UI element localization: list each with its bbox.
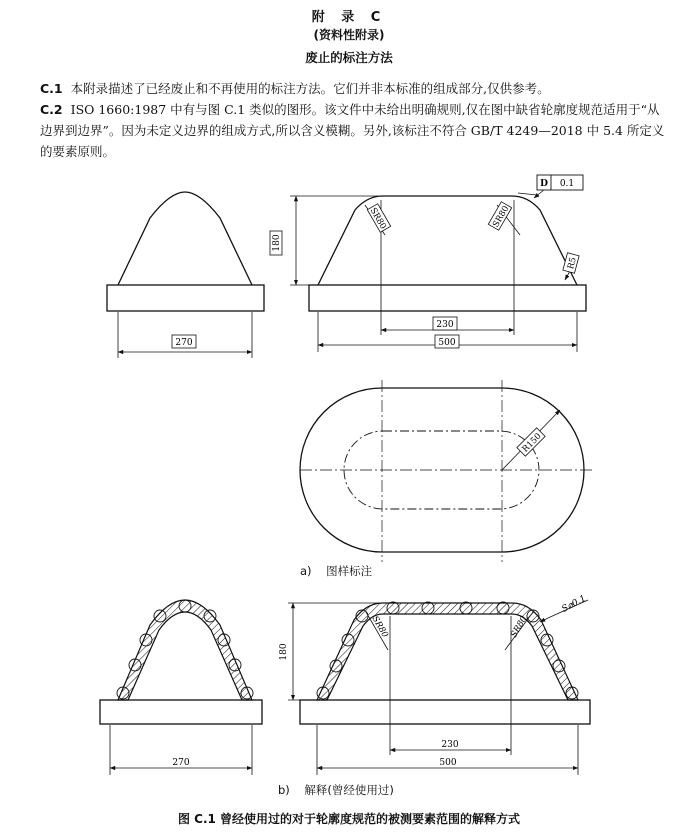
subfigure-a-text: 图样标注 <box>326 564 373 578</box>
fig-b-sr80-left: SR80 <box>369 614 390 640</box>
fig-b-left-part <box>100 600 262 724</box>
paragraph-text: ISO 1660:1987 中有与图 C.1 类似的图形。该文件中未给出明确规则,仅在图中缺省轮廓度规范适用于“从边界到边界”。因为未定义边界的组成方式,所以含义模糊。另外,该标注不符合 GB/T 4249—2018 中 5.4 所定义的要素原则。 <box>40 102 665 159</box>
fig-a-sr80-right: SR80 <box>491 204 512 230</box>
subfigure-a-caption <box>300 563 372 579</box>
fig-a-left-base <box>107 285 264 311</box>
fig-a-dim-500: 500 <box>438 338 456 348</box>
fig-a-left-profile <box>118 192 252 285</box>
profile-symbol: D <box>540 179 548 189</box>
paragraph-number: C.2 <box>40 102 63 117</box>
fig-a-right-part <box>309 196 586 311</box>
fig-a-dim-270: 270 <box>175 338 193 348</box>
fig-a-left-part <box>107 192 264 311</box>
annex-subtitle: (资料性附录) <box>313 28 385 42</box>
subfigure-b-text: 解释(曾经使用过) <box>304 783 394 797</box>
subfigure-b-caption <box>278 782 394 798</box>
fig-b-right-part <box>300 602 590 724</box>
fig-a-sr80-left: SR80 <box>367 206 388 232</box>
fig-b-sphere-tolerance: S⌀0.1 <box>560 593 588 615</box>
annex-title: 附 录 C <box>311 10 387 25</box>
paragraph-text: 本附录描述了已经废止和不再使用的标注方法。它们并非本标准的组成部分,仅供参考。 <box>70 81 550 96</box>
tolerance-value: 0.1 <box>559 179 575 189</box>
subfigure-b-label: b) <box>278 783 290 797</box>
fig-b-dim-500: 500 <box>439 758 457 768</box>
figure-caption: 图 C.1 曾经使用过的对于轮廓度规范的被测要素范围的解释方式 <box>177 812 521 826</box>
fig-a-dim-230: 230 <box>436 320 454 330</box>
fig-a-r150: R150 <box>520 431 544 455</box>
fig-a-dim-180: 180 <box>272 234 282 252</box>
fig-b-dim-230: 230 <box>441 740 459 750</box>
fig-a-right-base <box>309 285 586 311</box>
fig-b-dim-180: 180 <box>279 643 289 661</box>
fig-a-plan-view <box>300 380 592 562</box>
fig-a-right-profile <box>318 196 577 285</box>
fig-b-dim-270: 270 <box>172 758 190 768</box>
fig-b-sr80-right: SR80 <box>509 614 530 640</box>
subfigure-a-label: a) <box>300 564 312 578</box>
fig-a-r5: R5 <box>566 256 579 271</box>
paragraph-number: C.1 <box>40 81 63 96</box>
annex-heading: 废止的标注方法 <box>305 50 393 65</box>
tolerance-frame <box>537 175 583 190</box>
